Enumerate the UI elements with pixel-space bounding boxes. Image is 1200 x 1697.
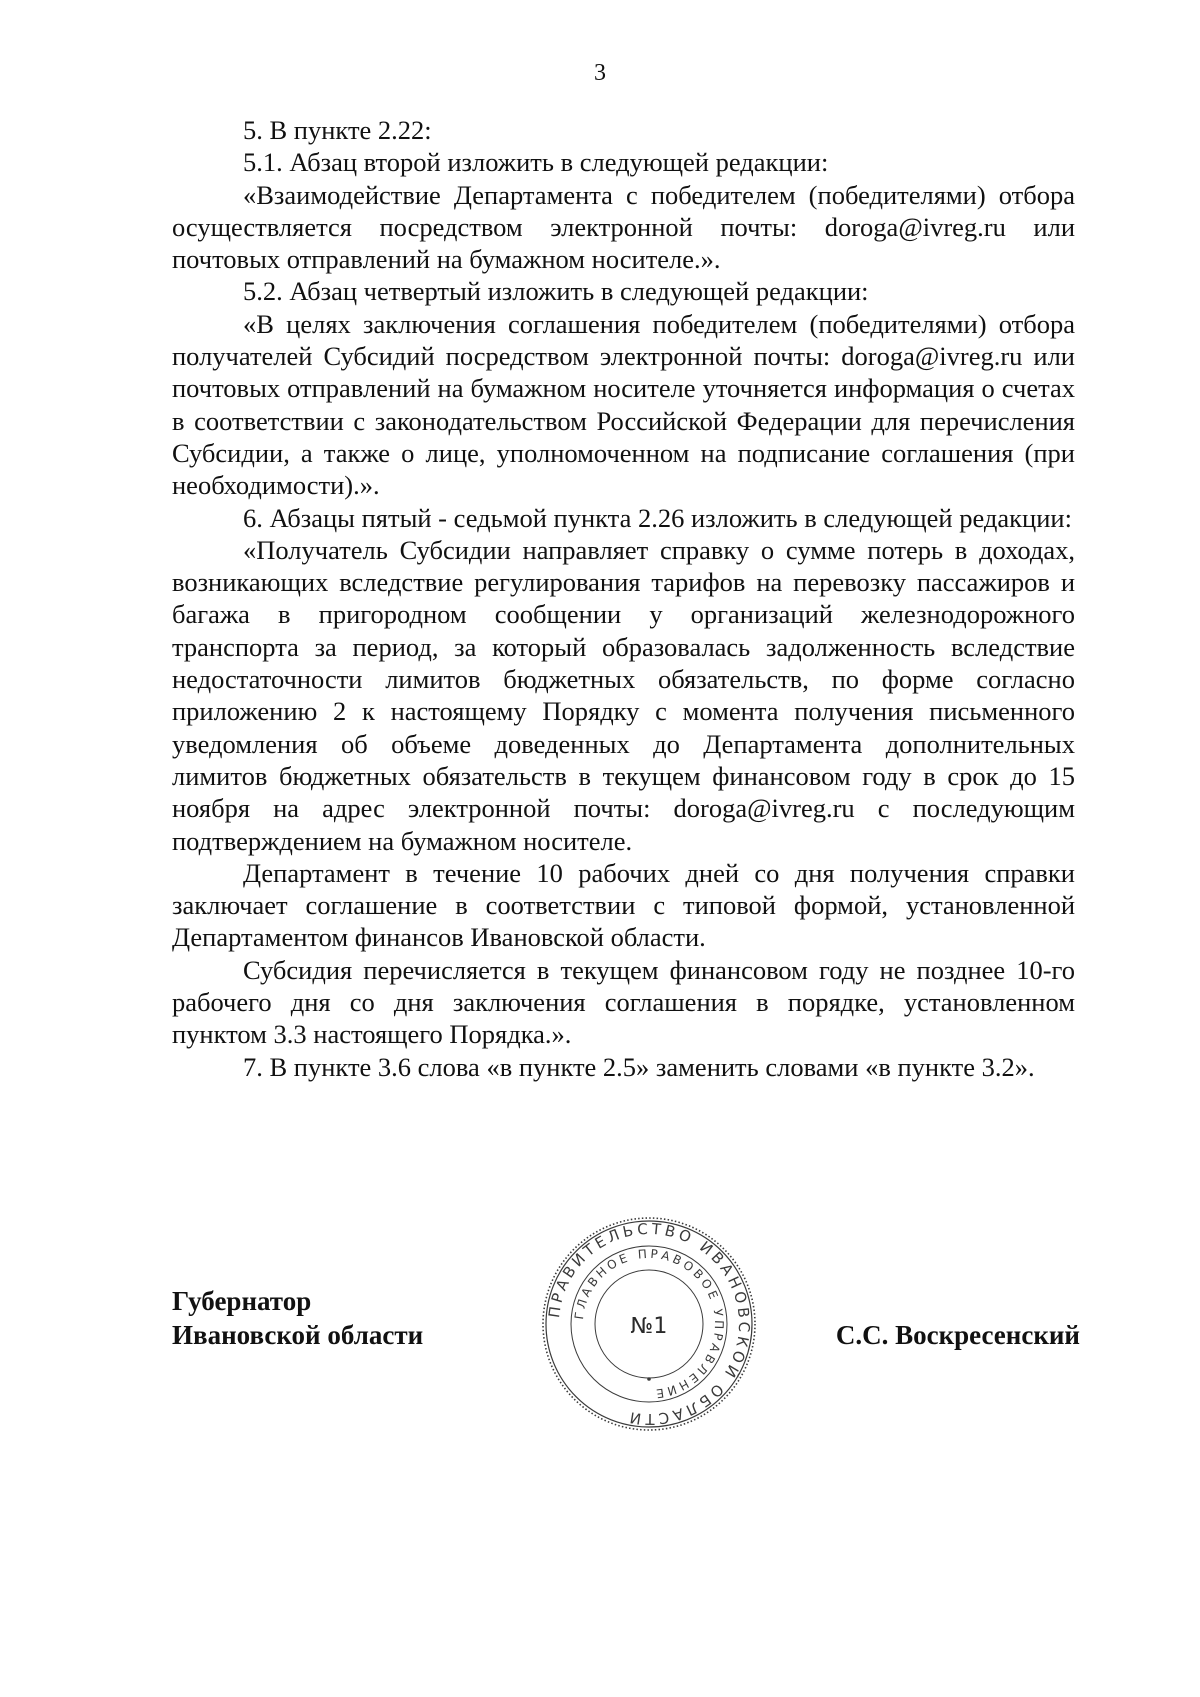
paragraph-item-7: 7. В пункте 3.6 слова «в пункте 2.5» заменить словами «в пункте 3.2».: [243, 1051, 1035, 1082]
paragraph-department: Департамент в течение 10 рабочих дней со дня получения справки заключает соглашение в соответствии с типовой формой, установленной Департаментом финансов Ивановской области.: [172, 857, 1075, 953]
paragraph-quote-5-2: «В целях заключения соглашения победителем (победителями) отбора получателей Субсидий посредством электронной почты: doroga@ivreg.ru или почтовых отправлений на бумажном носителе уточняется информация о счетах в соответствии с законодательством Российской Федерации для перечисления Субсидии, а также о лице, уполномоченном на подписание соглашения (при необходимости).».: [172, 308, 1075, 501]
stamp-outer-text: ПРАВИТЕЛЬСТВО ИВАНОВСКОЙ ОБЛАСТИ: [545, 1219, 754, 1429]
stamp-number: №1: [630, 1314, 668, 1339]
paragraph-item-5-2: 5.2. Абзац четвертый изложить в следующей редакции:: [243, 276, 869, 307]
stamp-inner-text: ГЛАВНОЕ ПРАВОВОЕ УПРАВЛЕНИЕ: [572, 1246, 727, 1402]
paragraph-subsidy: Субсидия перечисляется в текущем финансовом году не позднее 10-го рабочего дня со дня заключения соглашения в порядке, установленном пунктом 3.3 настоящего Порядка.».: [172, 954, 1075, 1050]
paragraph-item-5: 5. В пункте 2.22:: [243, 115, 432, 145]
signer-name: С.С. Воскресенский: [835, 1320, 1080, 1350]
signature-title: [172, 1284, 423, 1352]
official-stamp-icon: [538, 1213, 760, 1435]
paragraph-item-6: 6. Абзацы пятый - седьмой пункта 2.26 изложить в следующей редакции:: [243, 502, 1072, 533]
document-body: [172, 114, 1075, 1083]
signature-title-line2: Ивановской области: [172, 1320, 424, 1350]
paragraph-quote-6: «Получатель Субсидии направляет справку о сумме потерь в доходах, возникающих вследствие регулирования тарифов на перевозку пассажиров и багажа в пригородном сообщении у организаций железнодорожного транспорта за период, за который образовалась задолженность вследствие недостаточности лимитов бюджетных обязательств, по форме согласно приложению 2 к настоящему Порядку с момента получения письменного уведомления об объеме доведенных до Департамента дополнительных лимитов бюджетных обязательств в текущем финансовом году в срок до 15 ноября на адрес электронной почты: doroga@ivreg.ru с последующим подтверждением на бумажном носителе.: [172, 534, 1075, 856]
paragraph-quote-5-1: «Взаимодействие Департамента с победителем (победителями) отбора осуществляется посредством электронной почты: doroga@ivreg.ru или почтовых отправлений на бумажном носителе.».: [172, 179, 1075, 275]
page-number: 3: [594, 60, 606, 86]
paragraph-item-5-1: 5.1. Абзац второй изложить в следующей редакции:: [243, 147, 829, 178]
signature-title-line1: Губернатор: [172, 1286, 312, 1316]
